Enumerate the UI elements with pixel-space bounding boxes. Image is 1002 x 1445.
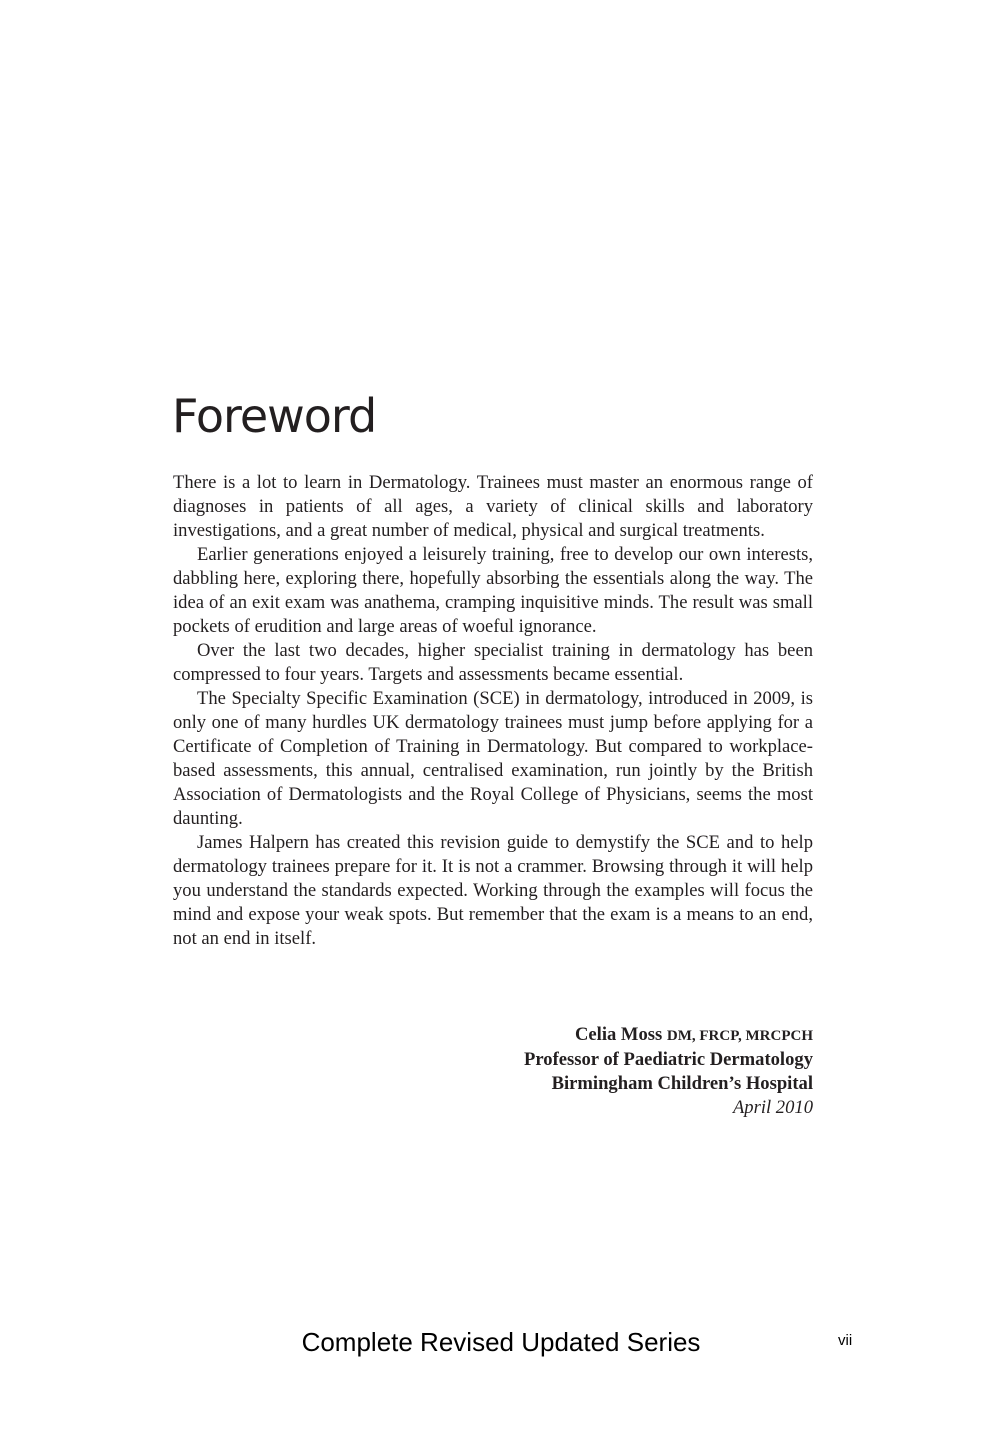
paragraph: James Halpern has created this revision guide to demystify the SCE and to help dermatology trainees prepare for it. It is not a crammer. Browsing through it will help you understand the standards expected. Working through the examples will focus the mind and expose your weak spots. But remember that the exam is a means to an end, not an end in itself. — [173, 832, 813, 949]
signature-block — [413, 1023, 813, 1120]
foreword-body — [173, 471, 813, 951]
paragraph: There is a lot to learn in Dermatology. Trainees must master an enormous range of diagnoses in patients of all ages, a variety of clinical skills and laboratory investigations, and a great number of medical, physical and surgical treatments. — [173, 472, 813, 541]
series-footer: Complete Revised Updated Series — [301, 1327, 701, 1357]
author-title: Professor of Paediatric Dermatology — [524, 1049, 813, 1070]
page-number: vii — [838, 1332, 853, 1349]
author-name: Celia Moss — [574, 1024, 663, 1045]
signature-date: April 2010 — [732, 1097, 813, 1118]
paragraph: Over the last two decades, higher specialist training in dermatology has been compressed to four years. Targets and assessments became essential. — [173, 640, 813, 685]
author-credentials: DM, FRCP, MRCPCH — [666, 1028, 813, 1044]
page-title: Foreword — [172, 389, 377, 443]
paragraph: Earlier generations enjoyed a leisurely training, free to develop our own interests, dabbling here, exploring there, hopefully absorbing the essentials along the way. The idea of an exit exam was anathema, cramping inquisitive minds. The result was small pockets of erudition and large areas of woeful ignorance. — [173, 544, 813, 637]
author-institution: Birmingham Children’s Hospital — [551, 1073, 813, 1094]
signature-name-line — [413, 1023, 813, 1048]
paragraph: The Specialty Specific Examination (SCE) in dermatology, introduced in 2009, is only one of many hurdles UK dermatology trainees must jump before applying for a Certificate of Completion of Training in Dermatology. But compared to workplace-based assessments, this annual, centralised examination, run jointly by the British Association of Dermatologists and the Royal College of Physicians, seems the most daunting. — [173, 688, 813, 829]
